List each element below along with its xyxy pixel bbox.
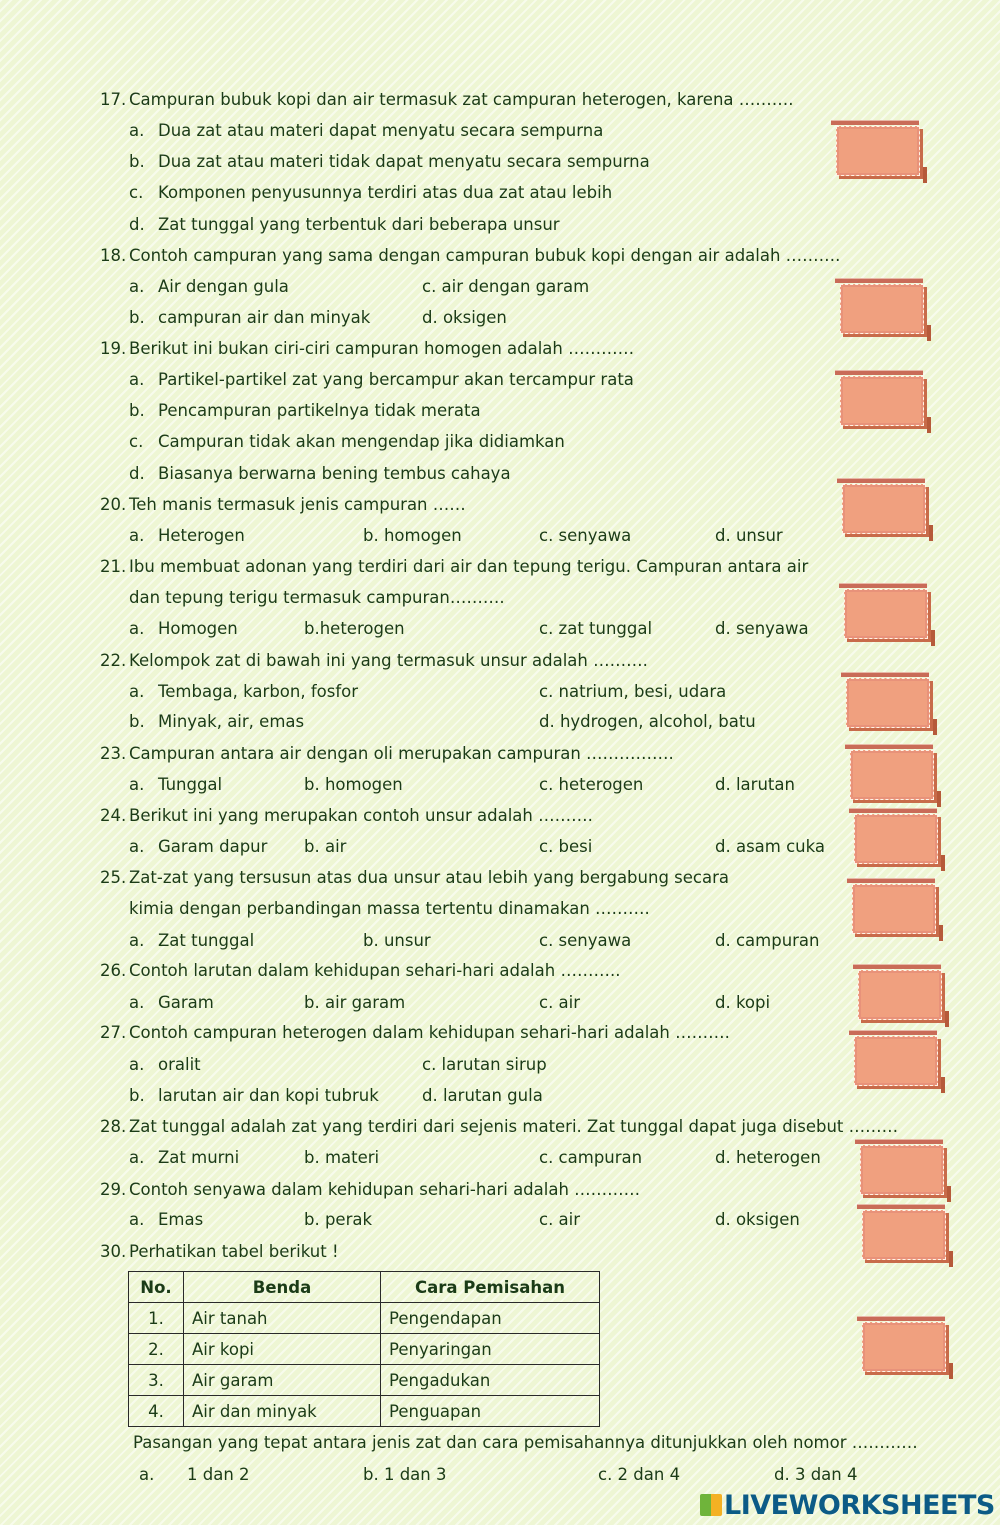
option-a: a. Heterogen (129, 526, 245, 545)
answer-box-26[interactable] (858, 970, 942, 1020)
option-b: b. air garam (304, 993, 406, 1012)
option-a: a. oralit (129, 1055, 201, 1074)
option-c: c. Komponen penyusunnya terdiri atas dua zat atau lebih (129, 183, 613, 202)
option-d: d. Biasanya berwarna bening tembus cahaya (129, 464, 511, 483)
option-c: c. senyawa (539, 526, 632, 545)
option-b: b. campuran air dan minyak (129, 308, 371, 327)
table-header: Cara Pemisahan (381, 1272, 600, 1303)
answer-box-23[interactable] (850, 750, 934, 800)
question-22: 22. Kelompok zat di bawah ini yang termasuk unsur adalah ………. (100, 651, 648, 670)
option-a: a. Air dengan gula (129, 277, 289, 296)
question-30: 30. Perhatikan tabel berikut ! (100, 1242, 339, 1261)
table-row: 4. Air dan minyak Penguapan (129, 1396, 600, 1427)
table-header: No. (129, 1272, 184, 1303)
question-17: 17. Campuran bubuk kopi dan air termasuk zat campuran heterogen, karena ………. (100, 90, 794, 109)
question-29: 29. Contoh senyawa dalam kehidupan sehari-hari adalah ………… (100, 1180, 641, 1199)
option-c: c. air dengan garam (422, 277, 590, 296)
answer-box-21[interactable] (844, 589, 928, 639)
option-d: d. asam cuka (715, 837, 826, 856)
question-20: 20. Teh manis termasuk jenis campuran …… (100, 495, 466, 514)
option-d: d. 3 dan 4 (774, 1465, 858, 1484)
table-header: Benda (184, 1272, 381, 1303)
answer-box-30[interactable] (862, 1322, 946, 1372)
answer-box-27[interactable] (854, 1036, 938, 1086)
option-b: b. unsur (363, 931, 431, 950)
question-27: 27. Contoh campuran heterogen dalam kehidupan sehari-hari adalah ………. (100, 1023, 730, 1042)
option-b: b. larutan air dan kopi tubruk (129, 1086, 379, 1105)
option-b: b. homogen (304, 775, 403, 794)
answer-box-22[interactable] (846, 678, 930, 728)
option-a: a. Tembaga, karbon, fosfor (129, 682, 359, 701)
answer-box-28[interactable] (860, 1145, 944, 1195)
answer-box-24[interactable] (854, 814, 938, 864)
question-28: 28. Zat tunggal adalah zat yang terdiri dari sejenis materi. Zat tunggal dapat juga disebut ……… (100, 1117, 899, 1136)
option-d: d. oksigen (715, 1210, 800, 1229)
option-c: c. senyawa (539, 931, 632, 950)
option-b: b. 1 dan 3 (363, 1465, 447, 1484)
question-23: 23. Campuran antara air dengan oli merupakan campuran ……………. (100, 744, 674, 763)
question-18: 18. Contoh campuran yang sama dengan campuran bubuk kopi dengan air adalah ………. (100, 246, 841, 265)
option-b: b. homogen (363, 526, 462, 545)
option-c: c. air (539, 993, 581, 1012)
question-26: 26. Contoh larutan dalam kehidupan sehari-hari adalah ……….. (100, 961, 621, 980)
option-a: a. Garam dapur (129, 837, 268, 856)
option-b: b. air (304, 837, 347, 856)
option-a: a. Emas (129, 1210, 204, 1229)
option-b: b. perak (304, 1210, 373, 1229)
option-a: a. Garam (129, 993, 214, 1012)
option-b: b. Pencampuran partikelnya tidak merata (129, 401, 481, 420)
option-c: c. natrium, besi, udara (539, 682, 727, 701)
option-a: a. Homogen (129, 619, 238, 638)
table-row: 2. Air kopi Penyaringan (129, 1334, 600, 1365)
option-c: c. besi (539, 837, 593, 856)
option-b: b. Dua zat atau materi tidak dapat menyatu secara sempurna (129, 152, 650, 171)
option-d: d. Zat tunggal yang terbentuk dari beberapa unsur (129, 215, 560, 234)
option-a: a. Partikel-partikel zat yang bercampur akan tercampur rata (129, 370, 634, 389)
option-d: d. campuran (715, 931, 820, 950)
option-d: d. kopi (715, 993, 771, 1012)
option-c: c. zat tunggal (539, 619, 653, 638)
question-19: 19. Berikut ini bukan ciri-ciri campuran homogen adalah ………… (100, 339, 635, 358)
question-24: 24. Berikut ini yang merupakan contoh unsur adalah ………. (100, 806, 593, 825)
answer-box-29[interactable] (862, 1210, 946, 1260)
answer-box-18[interactable] (840, 284, 924, 334)
option-c: c. campuran (539, 1148, 643, 1167)
option-a: a. Zat tunggal (129, 931, 255, 950)
option-d: d. senyawa (715, 619, 809, 638)
option-b: b. Minyak, air, emas (129, 712, 305, 731)
answer-box-25[interactable] (852, 884, 936, 934)
option-d: d. larutan gula (422, 1086, 543, 1105)
option-d: d. heterogen (715, 1148, 821, 1167)
option-d: d. hydrogen, alcohol, batu (539, 712, 756, 731)
option-b: b. materi (304, 1148, 380, 1167)
answer-box-19[interactable] (840, 376, 924, 426)
option-a: a. Zat murni (129, 1148, 240, 1167)
option-a: a. 1 dan 2 (139, 1465, 250, 1484)
option-c: c. Campuran tidak akan mengendap jika didiamkan (129, 432, 565, 451)
option-c: c. heterogen (539, 775, 644, 794)
liveworksheets-logo: LIVEWORKSHEETS (700, 1490, 995, 1521)
option-d: d. larutan (715, 775, 795, 794)
liveworksheets-icon (700, 1494, 722, 1516)
option-c: c. 2 dan 4 (598, 1465, 681, 1484)
option-b: b.heterogen (304, 619, 405, 638)
table-row: 1. Air tanah Pengendapan (129, 1303, 600, 1334)
answer-box-20[interactable] (842, 484, 926, 534)
question-30-prompt: Pasangan yang tepat antara jenis zat dan cara pemisahannya ditunjukkan oleh nomor ………… (133, 1433, 918, 1452)
option-c: c. air (539, 1210, 581, 1229)
answer-box-17[interactable] (836, 126, 920, 176)
option-d: d. oksigen (422, 308, 507, 327)
table-row: 3. Air garam Pengadukan (129, 1365, 600, 1396)
option-a: a. Tunggal (129, 775, 223, 794)
separation-table (128, 1271, 600, 1427)
option-c: c. larutan sirup (422, 1055, 547, 1074)
question-21: 21. Ibu membuat adonan yang terdiri dari air dan tepung terigu. Campuran antara air dan tepung terigu termasuk campuran………. (100, 557, 809, 607)
question-25: 25. Zat-zat yang tersusun atas dua unsur atau lebih yang bergabung secara kimia dengan perbandingan massa tertentu dinamakan ………. (100, 868, 729, 918)
option-a: a. Dua zat atau materi dapat menyatu secara sempurna (129, 121, 604, 140)
option-d: d. unsur (715, 526, 783, 545)
